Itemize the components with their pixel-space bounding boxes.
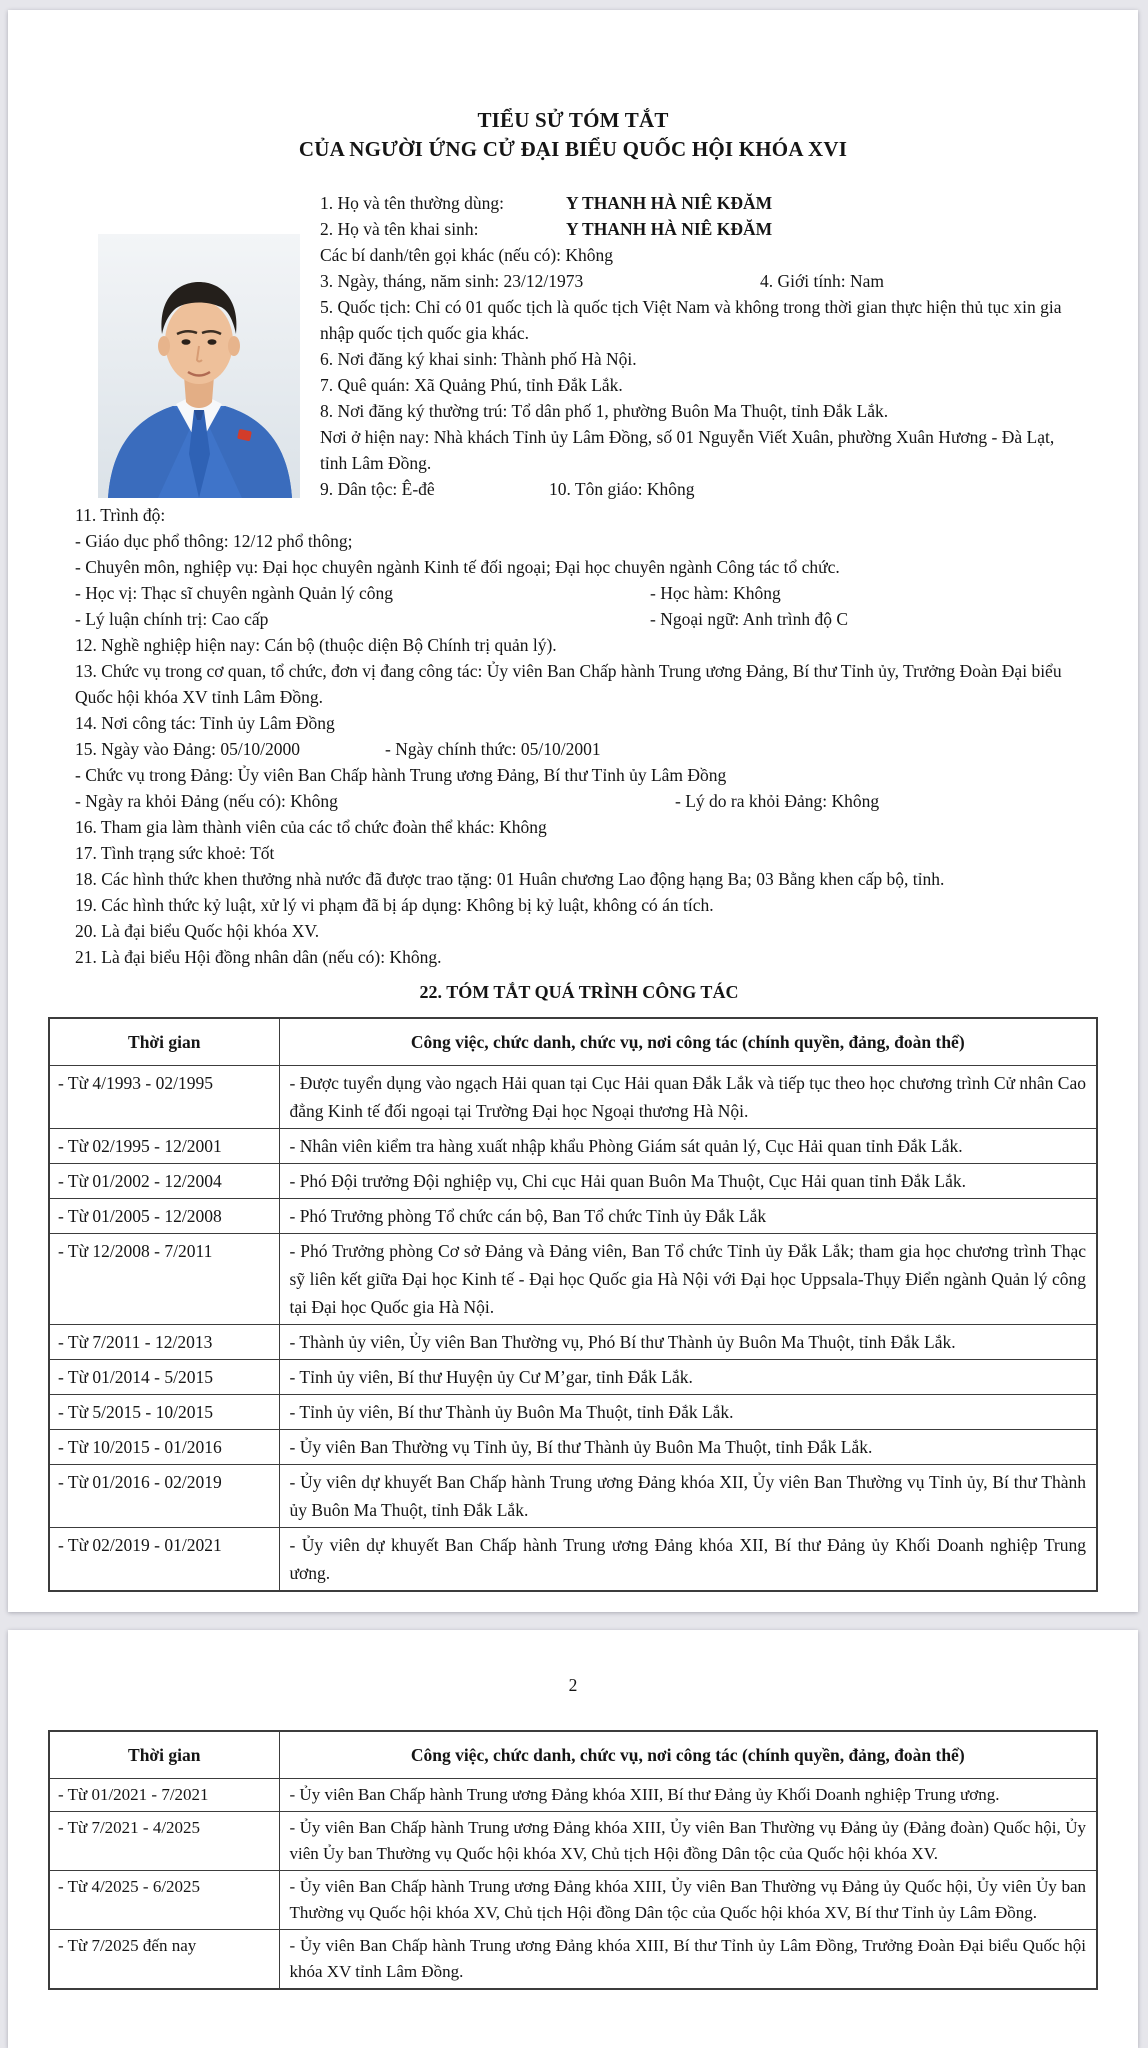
info-item-15c: - Chức vụ trong Đảng: Ủy viên Ban Chấp hành Trung ương Đảng, Bí thư Tỉnh ủy Lâm Đồng xyxy=(75,765,727,785)
info-item-7: 7. Quê quán: Xã Quảng Phú, tỉnh Đắk Lắk. xyxy=(320,375,623,395)
info-item-15 xyxy=(75,736,1083,762)
page-1 xyxy=(8,10,1138,1612)
info-item-2b: Các bí danh/tên gọi khác (nếu có): Không xyxy=(320,245,614,265)
position-cell: - Được tuyển dụng vào ngạch Hải quan tại Cục Hải quan Đắk Lắk và tiếp tục theo học chương trình Cử nhân Cao đẳng Kinh tế đối ngoại tại Trường Đại học Ngoại thương Hà Nội. xyxy=(279,1066,1097,1129)
field-label: 1. Họ và tên thường dùng: xyxy=(320,193,504,213)
info-item-18: 18. Các hình thức khen thưởng nhà nước đã được trao tặng: 01 Huân chương Lao động hạng Ba; 03 Bằng khen cấp bộ, tỉnh. xyxy=(75,869,945,889)
time-cell: - Từ 01/2005 - 12/2008 xyxy=(49,1199,279,1234)
position-cell: - Ủy viên Ban Chấp hành Trung ương Đảng khóa XIII, Ủy viên Ban Thường vụ Đảng ủy (Đảng đoàn) Quốc hội, Ủy viên Ủy ban Thường vụ Quốc hội khóa XV, Chủ tịch Hội đồng Dân tộc của Quốc hội khóa XV. xyxy=(279,1812,1097,1871)
table-header-row xyxy=(49,1018,1097,1066)
table-row xyxy=(49,1234,1097,1325)
position-cell: - Ủy viên Ban Chấp hành Trung ương Đảng khóa XIII, Bí thư Đảng ủy Khối Doanh nghiệp Trung ương. xyxy=(279,1779,1097,1812)
info-item-8b: Nơi ở hiện nay: Nhà khách Tỉnh ủy Lâm Đồng, số 01 Nguyễn Viết Xuân, phường Xuân Hương - Đà Lạt, tỉnh Lâm Đồng. xyxy=(320,427,1055,473)
position-cell: - Ủy viên dự khuyết Ban Chấp hành Trung ương Đảng khóa XII, Ủy viên Ban Thường vụ Tỉnh ủy, Bí thư Thành ủy Buôn Ma Thuột, tỉnh Đắk Lắk. xyxy=(279,1465,1097,1528)
time-cell: - Từ 01/2021 - 7/2021 xyxy=(49,1779,279,1812)
title-line-2: CỦA NGƯỜI ỨNG CỬ ĐẠI BIỂU QUỐC HỘI KHÓA XVI xyxy=(298,137,848,161)
table-row xyxy=(49,1199,1097,1234)
info-item-17: 17. Tình trạng sức khoẻ: Tốt xyxy=(75,843,275,863)
info-item-2 xyxy=(320,216,1083,242)
info-item-9-10 xyxy=(320,476,1083,502)
info-item-11c xyxy=(75,580,1083,606)
document-title xyxy=(8,10,1138,164)
time-cell: - Từ 12/2008 - 7/2011 xyxy=(49,1234,279,1325)
time-cell: - Từ 4/1993 - 02/1995 xyxy=(49,1066,279,1129)
time-cell: - Từ 7/2025 đến nay xyxy=(49,1930,279,1990)
info-item-14: 14. Nơi công tác: Tỉnh ủy Lâm Đồng xyxy=(75,713,335,733)
info-item-11: 11. Trình độ: xyxy=(75,505,166,525)
info-items-full-width xyxy=(75,502,1083,970)
position-cell: - Ủy viên dự khuyết Ban Chấp hành Trung ương Đảng khóa XII, Bí thư Đảng ủy Khối Doanh nghiệp Trung ương. xyxy=(279,1528,1097,1592)
column-header-time: Thời gian xyxy=(49,1018,279,1066)
info-item-21: 21. Là đại biểu Hội đồng nhân dân (nếu có): Không. xyxy=(75,947,442,967)
time-cell: - Từ 7/2011 - 12/2013 xyxy=(49,1325,279,1360)
table-row xyxy=(49,1129,1097,1164)
info-item-16: 16. Tham gia làm thành viên của các tổ chức đoàn thể khác: Không xyxy=(75,817,547,837)
info-item-6: 6. Nơi đăng ký khai sinh: Thành phố Hà Nội. xyxy=(320,349,637,369)
gender-field: 4. Giới tính: Nam xyxy=(760,271,884,291)
time-cell: - Từ 7/2021 - 4/2025 xyxy=(49,1812,279,1871)
table-row xyxy=(49,1325,1097,1360)
time-cell: - Từ 01/2016 - 02/2019 xyxy=(49,1465,279,1528)
table-row xyxy=(49,1164,1097,1199)
info-item-20: 20. Là đại biểu Quốc hội khóa XV. xyxy=(75,921,320,941)
career-table-page1 xyxy=(48,1017,1098,1592)
info-item-11a: - Giáo dục phổ thông: 12/12 phổ thông; xyxy=(75,531,353,551)
position-cell: - Phó Đội trưởng Đội nghiệp vụ, Chi cục Hải quan Buôn Ma Thuột, Cục Hải quan tỉnh Đắk Lắk. xyxy=(279,1164,1097,1199)
field-label: 2. Họ và tên khai sinh: xyxy=(320,219,479,239)
portrait-photo xyxy=(98,234,300,498)
position-cell: - Phó Trưởng phòng Tổ chức cán bộ, Ban Tổ chức Tỉnh ủy Đắk Lắk xyxy=(279,1199,1097,1234)
info-item-11b: - Chuyên môn, nghiệp vụ: Đại học chuyên ngành Kinh tế đối ngoại; Đại học chuyên ngành Công tác tổ chức. xyxy=(75,557,840,577)
info-item-12: 12. Nghề nghiệp hiện nay: Cán bộ (thuộc diện Bộ Chính trị quản lý). xyxy=(75,635,557,655)
time-cell: - Từ 4/2025 - 6/2025 xyxy=(49,1871,279,1930)
field-value: Y THANH HÀ NIÊ KĐĂM xyxy=(566,219,773,239)
time-cell: - Từ 01/2002 - 12/2004 xyxy=(49,1164,279,1199)
info-item-19: 19. Các hình thức kỷ luật, xử lý vi phạm đã bị áp dụng: Không bị kỷ luật, không có án tích. xyxy=(75,895,714,915)
ethnicity-field: 9. Dân tộc: Ê-đê xyxy=(320,479,435,499)
time-cell: - Từ 02/2019 - 01/2021 xyxy=(49,1528,279,1592)
table-row xyxy=(49,1930,1097,1990)
party-join-date-field: 15. Ngày vào Đảng: 05/10/2000 xyxy=(75,739,301,759)
time-cell: - Từ 02/1995 - 12/2001 xyxy=(49,1129,279,1164)
position-cell: - Tỉnh ủy viên, Bí thư Huyện ủy Cư M’gar, tỉnh Đắk Lắk. xyxy=(279,1360,1097,1395)
position-cell: - Phó Trưởng phòng Cơ sở Đảng và Đảng viên, Ban Tổ chức Tỉnh ủy Đắk Lắk; tham gia học chương trình Thạc sỹ liên kết giữa Đại học Kinh tế - Đại học Quốc gia Hà Nội với Đại học Uppsala-Thụy Điển ngành Quản lý công tại Đại học Quốc gia Hà Nội. xyxy=(279,1234,1097,1325)
page-2 xyxy=(8,1630,1138,2048)
page-number: 2 xyxy=(568,1675,578,1695)
portrait-photo-graphic xyxy=(98,234,300,498)
column-header-position: Công việc, chức danh, chức vụ, nơi công tác (chính quyền, đảng, đoàn thể) xyxy=(279,1018,1097,1066)
time-cell: - Từ 01/2014 - 5/2015 xyxy=(49,1360,279,1395)
position-cell: - Thành ủy viên, Ủy viên Ban Thường vụ, Phó Bí thư Thành ủy Buôn Ma Thuột, tỉnh Đắk Lắk. xyxy=(279,1325,1097,1360)
party-official-date-field: - Ngày chính thức: 05/10/2001 xyxy=(385,739,601,759)
field-value: Y THANH HÀ NIÊ KĐĂM xyxy=(566,193,773,213)
title-line-1: TIỂU SỬ TÓM TẮT xyxy=(477,108,669,132)
table-row xyxy=(49,1395,1097,1430)
position-cell: - Nhân viên kiểm tra hàng xuất nhập khẩu Phòng Giám sát quản lý, Cục Hải quan tỉnh Đắk Lắk. xyxy=(279,1129,1097,1164)
time-cell: - Từ 5/2015 - 10/2015 xyxy=(49,1395,279,1430)
section-22-heading: 22. TÓM TẮT QUÁ TRÌNH CÔNG TÁC xyxy=(419,982,739,1002)
table-row xyxy=(49,1465,1097,1528)
career-table-page2 xyxy=(48,1730,1098,1990)
column-header-position: Công việc, chức danh, chức vụ, nơi công tác (chính quyền, đảng, đoàn thể) xyxy=(279,1731,1097,1779)
party-leave-date-field: - Ngày ra khỏi Đảng (nếu có): Không xyxy=(75,791,338,811)
religion-field: 10. Tôn giáo: Không xyxy=(549,479,695,499)
table-row xyxy=(49,1779,1097,1812)
table-row xyxy=(49,1066,1097,1129)
position-cell: - Tỉnh ủy viên, Bí thư Thành ủy Buôn Ma Thuột, tỉnh Đắk Lắk. xyxy=(279,1395,1097,1430)
degree-field: - Học vị: Thạc sĩ chuyên ngành Quản lý công xyxy=(75,583,393,603)
position-cell: - Ủy viên Ban Thường vụ Tỉnh ủy, Bí thư Thành ủy Buôn Ma Thuột, tỉnh Đắk Lắk. xyxy=(279,1430,1097,1465)
table-header-row xyxy=(49,1731,1097,1779)
info-item-5: 5. Quốc tịch: Chỉ có 01 quốc tịch là quốc tịch Việt Nam và không trong thời gian thực hiện thủ tục xin gia nhập quốc tịch quốc gia khác. xyxy=(320,297,1062,343)
academic-title-field: - Học hàm: Không xyxy=(650,583,781,603)
info-item-11d xyxy=(75,606,1083,632)
position-cell: - Ủy viên Ban Chấp hành Trung ương Đảng khóa XIII, Ủy viên Ban Thường vụ Đảng ủy Quốc hội, Ủy viên Ủy ban Thường vụ Quốc hội khóa XV, Chủ tịch Hội đồng Dân tộc của Quốc hội khóa XV, Bí thư Tỉnh ủy Lâm Đồng. xyxy=(279,1871,1097,1930)
info-item-3-4 xyxy=(320,268,1083,294)
info-item-13: 13. Chức vụ trong cơ quan, tổ chức, đơn vị đang công tác: Ủy viên Ban Chấp hành Trung ương Đảng, Bí thư Tỉnh ủy, Trưởng Đoàn Đại biểu Quốc hội khóa XV tỉnh Lâm Đồng. xyxy=(75,661,1062,707)
column-header-time: Thời gian xyxy=(49,1731,279,1779)
birthdate-field: 3. Ngày, tháng, năm sinh: 23/12/1973 xyxy=(320,271,584,291)
table-row xyxy=(49,1360,1097,1395)
table-row xyxy=(49,1430,1097,1465)
time-cell: - Từ 10/2015 - 01/2016 xyxy=(49,1430,279,1465)
political-theory-field: - Lý luận chính trị: Cao cấp xyxy=(75,609,269,629)
position-cell: - Ủy viên Ban Chấp hành Trung ương Đảng khóa XIII, Bí thư Tỉnh ủy Lâm Đồng, Trưởng Đoàn Đại biểu Quốc hội khóa XV tỉnh Lâm Đồng. xyxy=(279,1930,1097,1990)
table-row xyxy=(49,1871,1097,1930)
info-items-beside-photo xyxy=(320,190,1083,502)
info-item-1 xyxy=(320,190,1083,216)
party-leave-reason-field: - Lý do ra khỏi Đảng: Không xyxy=(675,791,880,811)
info-item-8: 8. Nơi đăng ký thường trú: Tổ dân phố 1, phường Buôn Ma Thuột, tỉnh Đắk Lắk. xyxy=(320,401,889,421)
table-row xyxy=(49,1528,1097,1592)
foreign-language-field: - Ngoại ngữ: Anh trình độ C xyxy=(650,609,849,629)
info-item-15d xyxy=(75,788,1083,814)
table-row xyxy=(49,1812,1097,1871)
